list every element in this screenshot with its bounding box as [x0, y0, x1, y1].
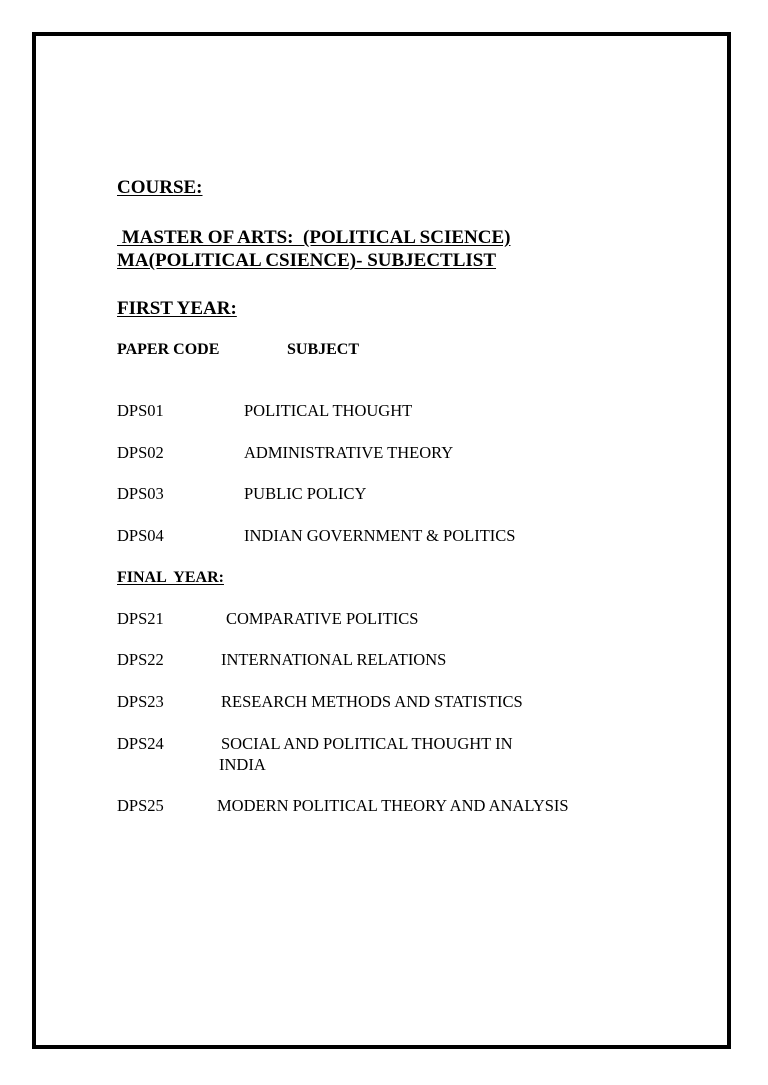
- paper-code: DPS03: [117, 484, 164, 503]
- subject-name: SOCIAL AND POLITICAL THOUGHT IN: [221, 734, 513, 753]
- subject-name-continued: INDIA: [219, 755, 266, 774]
- subject-name: POLITICAL THOUGHT: [244, 401, 413, 420]
- column-header-subject: SUBJECT: [287, 341, 360, 358]
- subject-list-title: MA(POLITICAL CSIENCE)- SUBJECTLIST: [117, 250, 497, 271]
- subject-name: MODERN POLITICAL THEORY AND ANALYSIS: [217, 796, 569, 815]
- paper-code: DPS02: [117, 443, 164, 462]
- paper-code: DPS23: [117, 692, 164, 711]
- paper-code: DPS04: [117, 526, 164, 545]
- paper-code: DPS21: [117, 609, 164, 628]
- paper-code: DPS25: [117, 796, 164, 815]
- subject-name: ADMINISTRATIVE THEORY: [244, 443, 454, 462]
- course-title: MASTER OF ARTS: (POLITICAL SCIENCE): [117, 227, 511, 248]
- paper-code: DPS22: [117, 650, 164, 669]
- subject-name: RESEARCH METHODS AND STATISTICS: [221, 692, 523, 711]
- final-year-heading: FINAL YEAR:: [117, 569, 224, 586]
- first-year-heading: FIRST YEAR:: [117, 298, 237, 319]
- subject-name: COMPARATIVE POLITICS: [226, 609, 419, 628]
- column-header-paper-code: PAPER CODE: [117, 341, 220, 358]
- paper-code: DPS01: [117, 401, 164, 420]
- subject-name: INDIAN GOVERNMENT & POLITICS: [244, 526, 516, 545]
- subject-name: INTERNATIONAL RELATIONS: [221, 650, 447, 669]
- subject-name: PUBLIC POLICY: [244, 484, 367, 503]
- course-label: COURSE:: [117, 177, 203, 198]
- paper-code: DPS24: [117, 734, 164, 753]
